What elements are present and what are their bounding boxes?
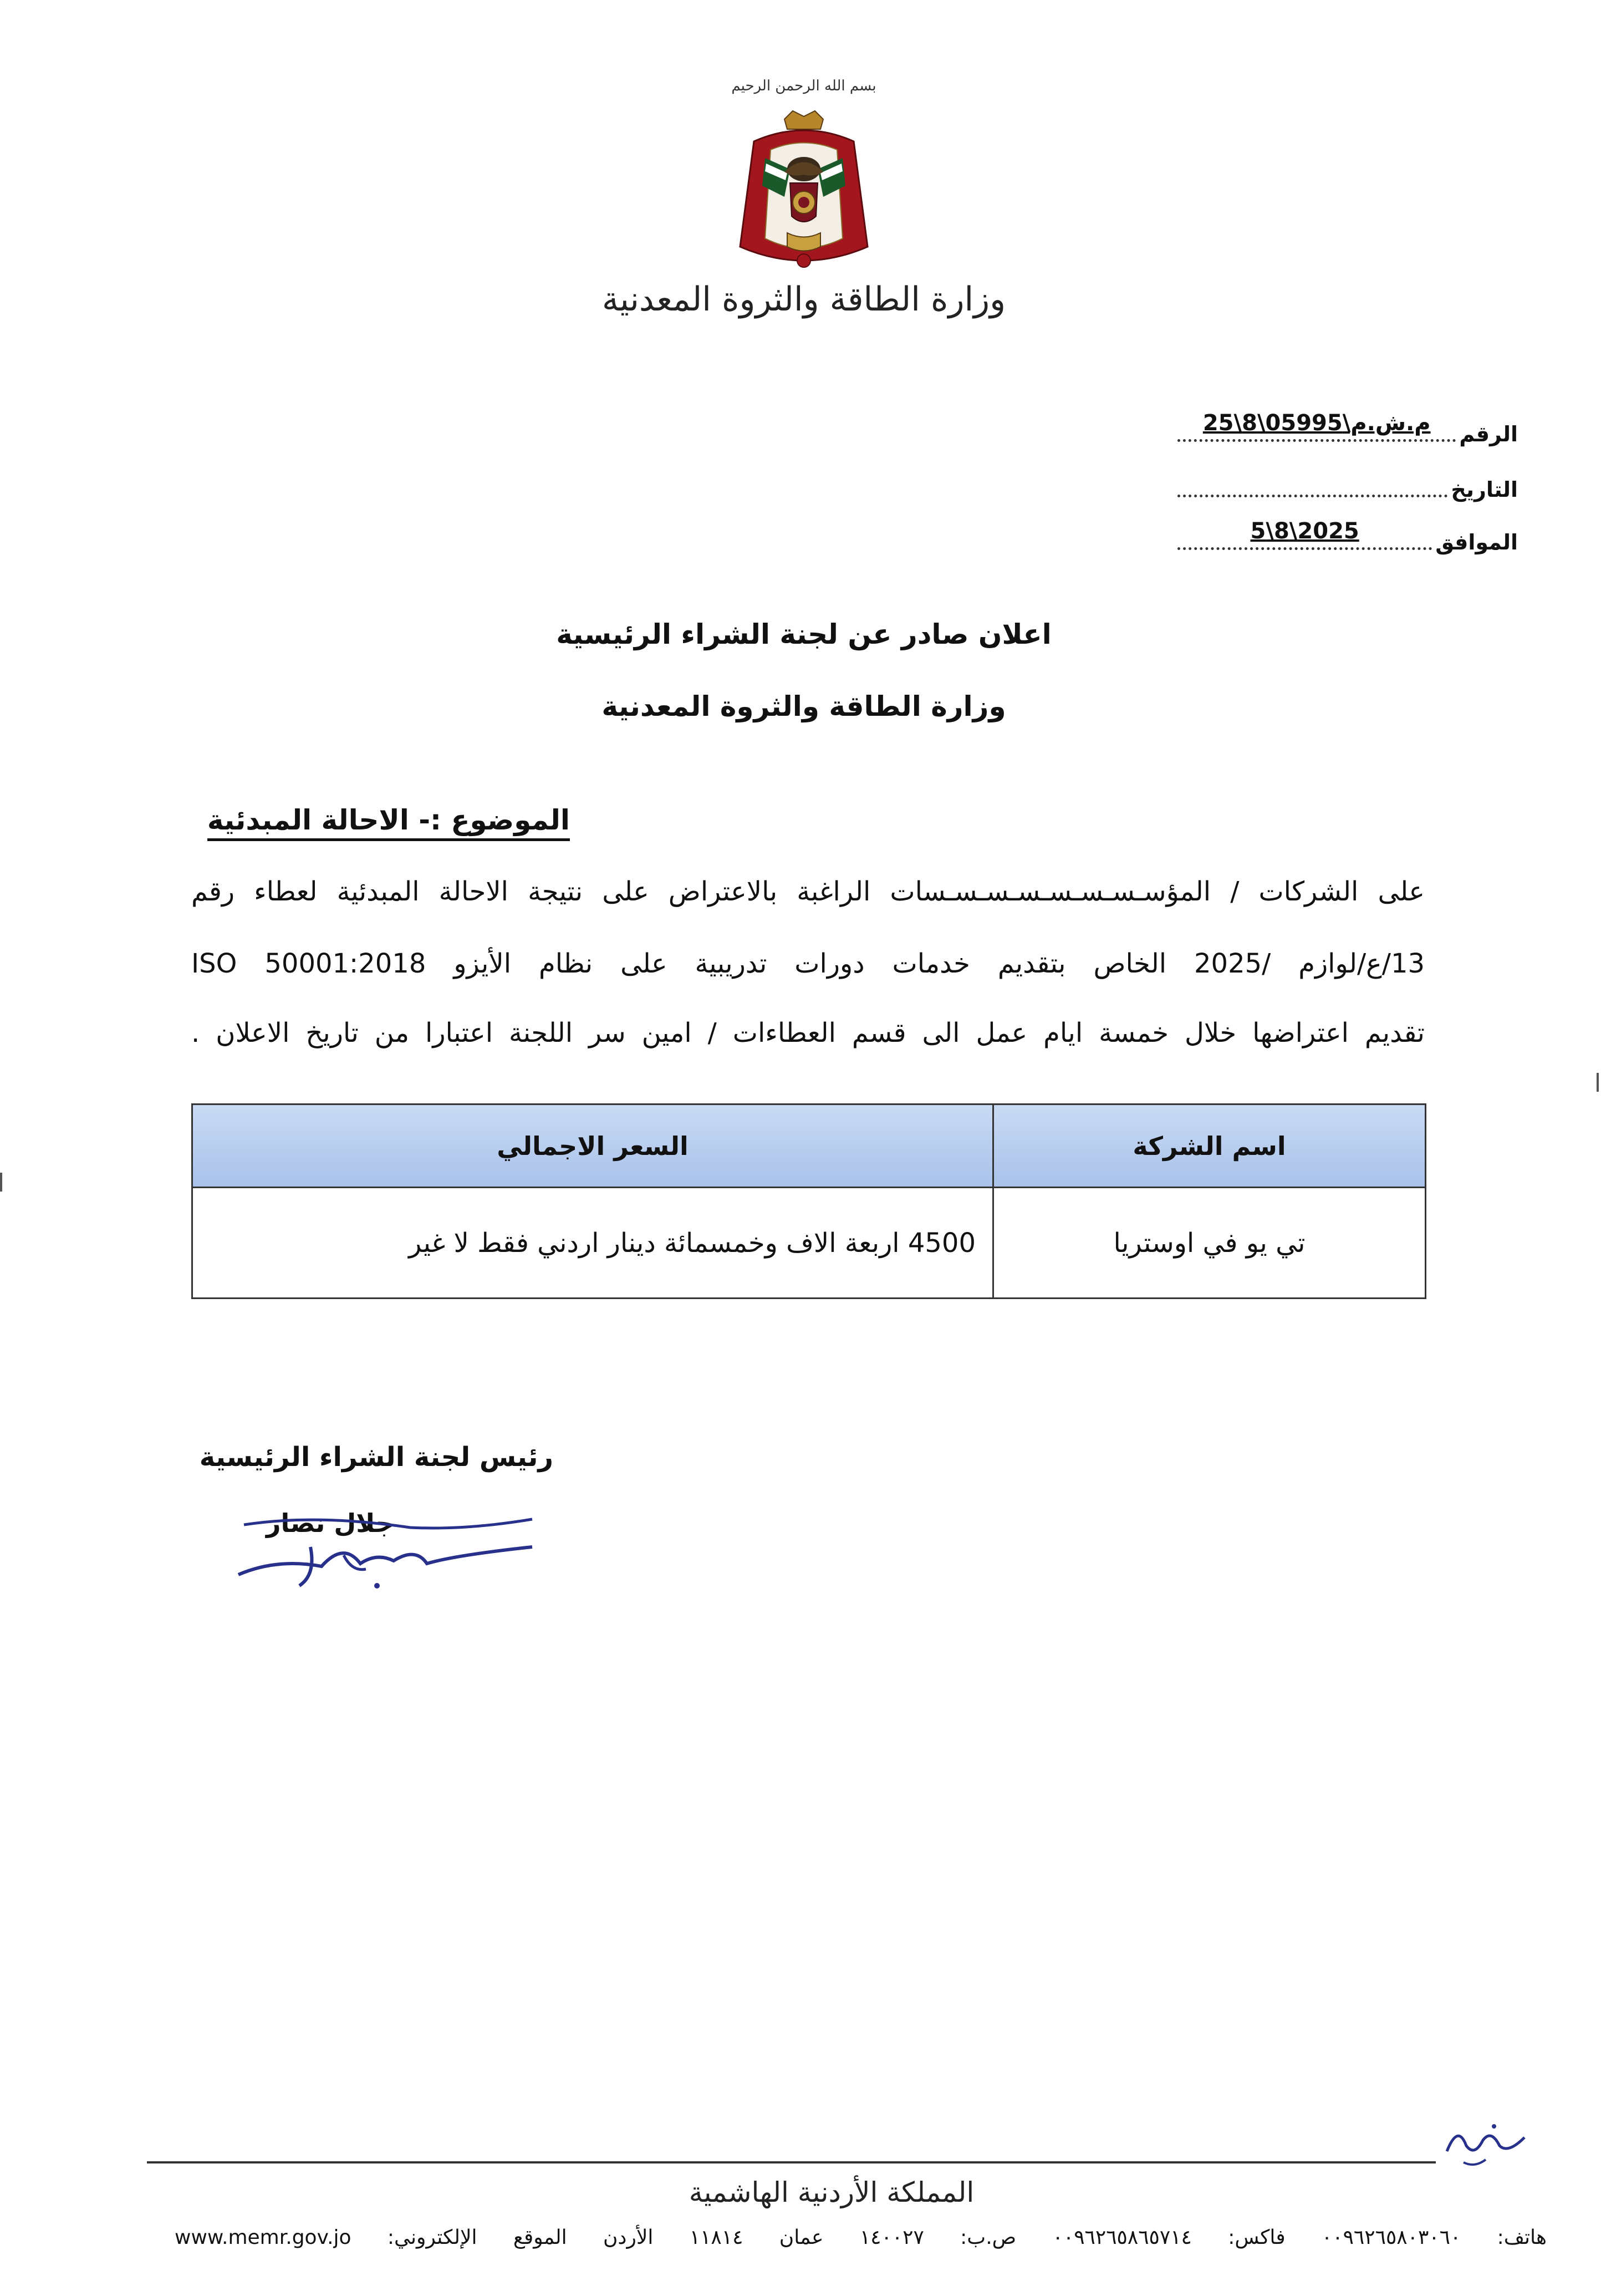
kingdom-calligraphy: المملكة الأردنية الهاشمية	[689, 2176, 975, 2208]
award-table	[191, 1103, 1426, 1299]
reference-corresponding-line	[1177, 520, 1432, 550]
company-column-header: اسم الشركة	[993, 1104, 1426, 1188]
table-header-row	[192, 1104, 1426, 1188]
announcement-title: اعلان صادر عن لجنة الشراء الرئيسية	[556, 618, 1052, 650]
footer-divider	[147, 2161, 1436, 2163]
scan-edge-mark	[0, 1173, 2, 1192]
handwritten-signature	[233, 1503, 543, 1597]
handwritten-initials	[1441, 2112, 1530, 2173]
coat-of-arms-emblem	[732, 108, 876, 280]
ministry-calligraphy-header: وزارة الطاقة والثروة المعدنية	[601, 280, 1006, 319]
reference-number-label: الرقم	[1459, 422, 1518, 446]
committee-chair-title: رئيس لجنة الشراء الرئيسية	[199, 1442, 553, 1473]
body-line-3: تقديم اعتراضها خلال خمسة ايام عمل الى قسم العطاءات / امين سر اللجنة اعتبارا من تاريخ الاعلان .	[191, 1017, 1425, 1048]
reference-number-value: م.ش.م\05995\8\25	[1202, 410, 1431, 436]
reference-corresponding-value: 2025\8\5	[1250, 518, 1359, 544]
reference-corresponding-row	[1174, 516, 1518, 554]
reference-corresponding-label: الموافق	[1435, 530, 1518, 554]
total-price-cell: 4500 اربعة الاف وخمسمائة دينار اردني فقط لا غير	[192, 1188, 993, 1299]
body-line-1: على الشركات / المؤسـسـسـسـسـسـسـسات الراغبة بالاعتراض على نتيجة الاحالة المبدئية لعطاء رقم	[191, 876, 1425, 907]
reference-date-label: التاريخ	[1451, 477, 1518, 502]
reference-number-row	[1174, 408, 1518, 446]
total-price-column-header: السعر الاجمالي	[192, 1104, 993, 1188]
announcement-ministry-title: وزارة الطاقة والثروة المعدنية	[601, 690, 1006, 722]
subject-line: الموضوع :- الاحالة المبدئية	[207, 804, 570, 841]
company-cell: تي يو في اوستريا	[993, 1188, 1426, 1299]
table-row	[192, 1188, 1426, 1299]
body-line-2: 13/ع/لوازم /2025 الخاص بتقديم خدمات دورات تدريبية على نظام الأيزو ISO 50001:2018	[191, 948, 1425, 979]
footer-contact-info: هاتف: ٠٠٩٦٢٦٥٨٠٣٠٦٠ فاكس: ٠٠٩٦٢٦٥٨٦٥٧١٤ ص.ب: ١٤٠٠٢٧ عمان ١١٨١٤ الأردن الموقع الإلكتروني: www.memr.gov.jo	[175, 2226, 1547, 2249]
reference-number-line	[1177, 411, 1456, 442]
signer-name: جلال نصار	[266, 1508, 394, 1538]
reference-date-line	[1177, 467, 1447, 497]
basmala: بسم الله الرحمن الرحيم	[731, 78, 876, 94]
reference-date-row	[1174, 463, 1518, 502]
scan-edge-mark	[1597, 1073, 1599, 1092]
